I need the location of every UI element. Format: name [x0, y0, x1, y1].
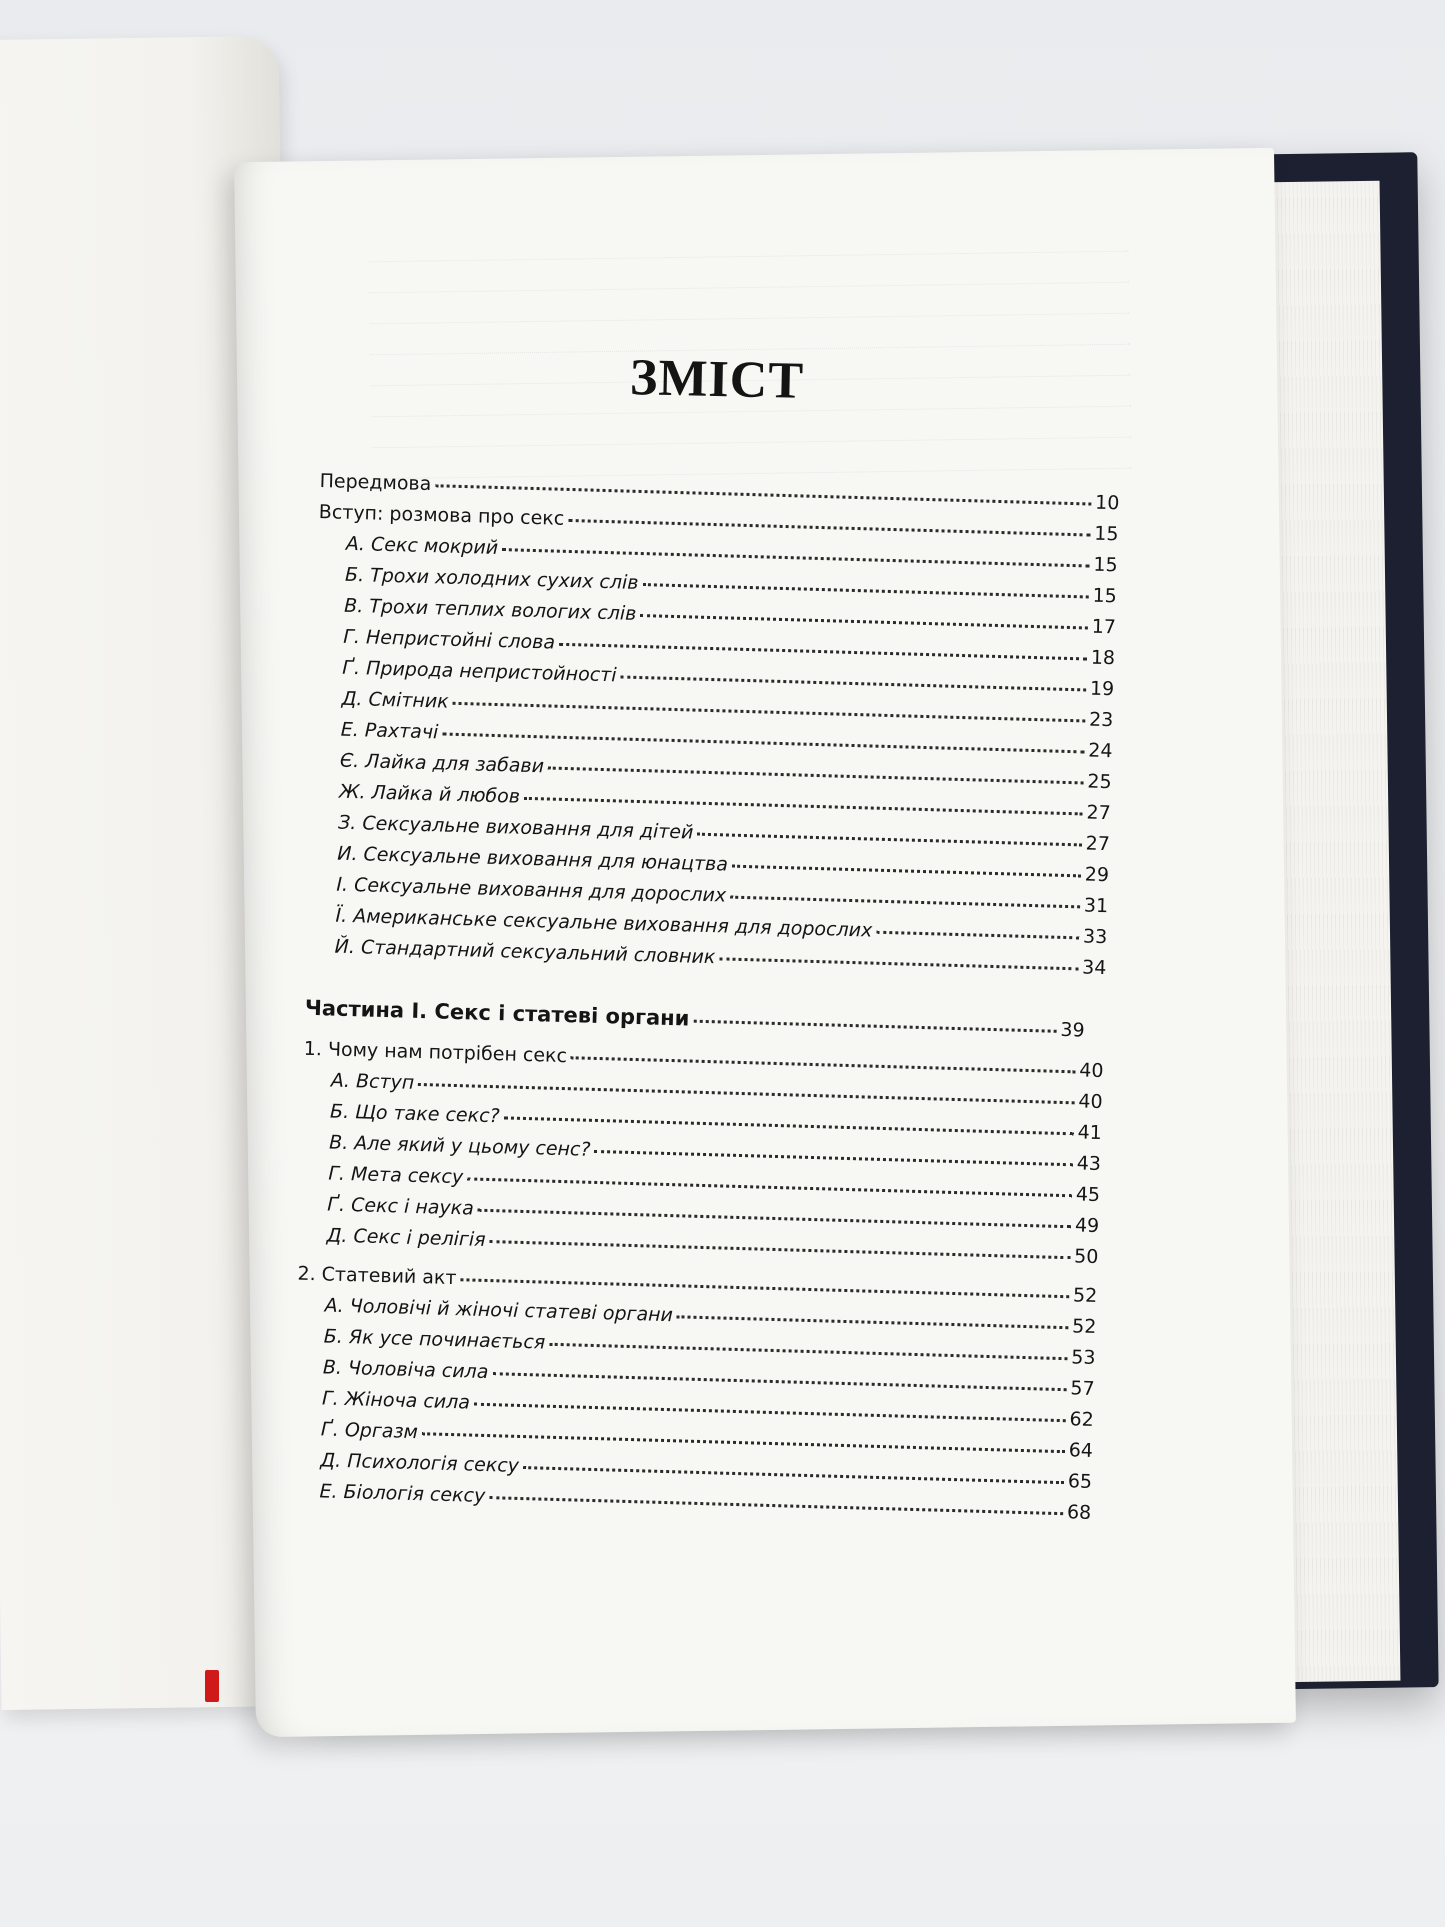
toc-entry-page: 15 [1093, 553, 1118, 577]
toc-entry [305, 996, 1085, 1042]
dot-leader [442, 729, 1084, 754]
toc-entry-page: 40 [1078, 1090, 1103, 1114]
toc-entry-title: Г. Непристойні слова [343, 625, 556, 654]
toc-entry-title: А. Вступ [330, 1069, 415, 1094]
toc-entry-title: Ж. Лайка й любов [338, 780, 521, 808]
toc-entry-title: И. Сексуальне виховання для юнацтва [336, 842, 729, 876]
ribbon-bookmark [205, 1670, 219, 1702]
dot-leader [453, 698, 1086, 723]
toc-entry-page: 64 [1068, 1439, 1094, 1462]
toc-entry-page: 50 [1073, 1245, 1099, 1269]
dot-leader [559, 639, 1087, 661]
toc-entry-page: 24 [1087, 739, 1113, 763]
dot-leader [719, 953, 1078, 970]
dot-leader [677, 1311, 1068, 1329]
toc-entry-page: 18 [1090, 646, 1116, 670]
toc-entry-page: 39 [1060, 1018, 1085, 1042]
toc-entry-title: Й. Стандартний сексуальний словник [334, 935, 716, 969]
toc-entry-page: 15 [1094, 522, 1119, 546]
page-title: ЗМІСТ [629, 349, 805, 410]
toc-entry-page: 68 [1066, 1501, 1092, 1524]
dot-leader [620, 671, 1086, 691]
dot-leader [524, 793, 1083, 816]
dot-leader [489, 1492, 1063, 1515]
dot-leader [571, 1052, 1076, 1073]
toc-entry-page: 33 [1082, 925, 1108, 949]
toc-entry-page: 52 [1071, 1315, 1097, 1339]
toc-entry-page: 43 [1076, 1152, 1102, 1176]
dot-leader [568, 515, 1090, 537]
toc-entry-title: Д. Смітник [341, 687, 450, 713]
toc-entry-title: Б. Трохи холодних сухих слів [344, 563, 639, 594]
toc-entry-title: А. Чоловічі й жіночі статеві органи [324, 1294, 674, 1327]
toc-entry-title: Ґ. Оргазм [320, 1418, 419, 1444]
toc-entry-page: 27 [1085, 832, 1111, 856]
dot-leader [548, 762, 1084, 784]
dot-leader [594, 1146, 1072, 1166]
toc-entry-title: Г. Жіноча сила [321, 1387, 471, 1414]
toc-entry-title: Ґ. Природа непристойності [342, 656, 617, 687]
dot-leader [467, 1173, 1072, 1197]
toc-entry-page: 40 [1079, 1059, 1104, 1083]
dot-leader [478, 1205, 1071, 1229]
toc-entry-page: 15 [1092, 584, 1118, 608]
dot-leader [492, 1368, 1066, 1391]
toc-entry-page: 19 [1089, 677, 1115, 701]
toc-entry-title: Е. Біологія сексу [319, 1480, 486, 1508]
toc-entry-page: 53 [1071, 1346, 1096, 1369]
toc-entry-title: І. Сексуальне виховання для дорослих [336, 873, 727, 907]
dot-leader [876, 927, 1079, 940]
dot-leader [474, 1399, 1066, 1423]
toc-entry-title: 2. Статевий акт [297, 1262, 457, 1290]
toc-entry-title: В. Чоловіча сила [322, 1356, 489, 1384]
toc-entry-page: 52 [1072, 1284, 1098, 1308]
toc-entry-page: 49 [1074, 1214, 1100, 1238]
toc-entry-title: Б. Як усе починається [323, 1325, 546, 1354]
toc-entry-title: Д. Психологія сексу [320, 1449, 520, 1477]
dot-leader [523, 1462, 1064, 1484]
toc-entry-title: Д. Секс і релігія [326, 1224, 486, 1251]
toc-entry-title: Вступ: розмова про секс [318, 500, 565, 530]
toc-entry-title: Ґ. Секс і наука [327, 1193, 475, 1220]
dot-leader [732, 861, 1081, 878]
toc-entry-title: Є. Лайка для забави [339, 749, 545, 778]
dot-leader [730, 892, 1080, 909]
table-of-contents [288, 470, 1140, 1642]
toc-entry-page: 57 [1070, 1377, 1095, 1400]
toc-entry-title: Передмова [319, 470, 432, 496]
toc-entry-title: Г. Мета сексу [328, 1162, 464, 1189]
toc-entry-title: З. Сексуальне виховання для дітей [337, 811, 694, 844]
toc-entry-page: 65 [1067, 1470, 1093, 1493]
toc-entry-title: Частина І. Секс і статеві органи [304, 995, 690, 1031]
dot-leader [693, 1016, 1056, 1033]
toc-entry-page: 34 [1081, 956, 1107, 980]
toc-entry-page: 31 [1083, 894, 1109, 918]
dot-leader [460, 1274, 1069, 1298]
toc-entry-page: 62 [1069, 1408, 1095, 1431]
toc-entry-title: А. Секс мокрий [345, 532, 499, 559]
toc-entry-page: 17 [1091, 615, 1117, 639]
dot-leader [504, 1112, 1074, 1135]
toc-entry-page: 27 [1086, 801, 1112, 825]
toc-entry-page: 23 [1088, 708, 1114, 732]
dot-leader [697, 829, 1081, 847]
dot-leader [502, 544, 1090, 567]
toc-entry-page: 29 [1084, 863, 1110, 887]
toc-entry-title: В. Трохи теплих вологих слів [343, 594, 637, 625]
dot-leader [490, 1236, 1071, 1259]
dot-leader [640, 610, 1088, 629]
toc-entry-page: 41 [1077, 1121, 1103, 1145]
toc-entry-page: 10 [1094, 491, 1120, 515]
dot-leader [549, 1339, 1067, 1360]
dot-leader [422, 1428, 1065, 1453]
toc-entry-title: Ї. Американське сексуальне виховання для дорослих [335, 904, 873, 942]
toc-entry-title: В. Але який у цьому сенс? [328, 1131, 591, 1161]
toc-entry-title: 1. Чому нам потрібен секс [303, 1037, 568, 1068]
toc-entry-page: 25 [1087, 770, 1112, 794]
toc-entry-page: 45 [1075, 1183, 1101, 1207]
dot-leader [642, 579, 1088, 598]
toc-entry-title: Б. Що таке секс? [329, 1100, 500, 1128]
toc-entry-title: Е. Рахтачі [340, 718, 439, 744]
dot-leader [418, 1079, 1074, 1104]
